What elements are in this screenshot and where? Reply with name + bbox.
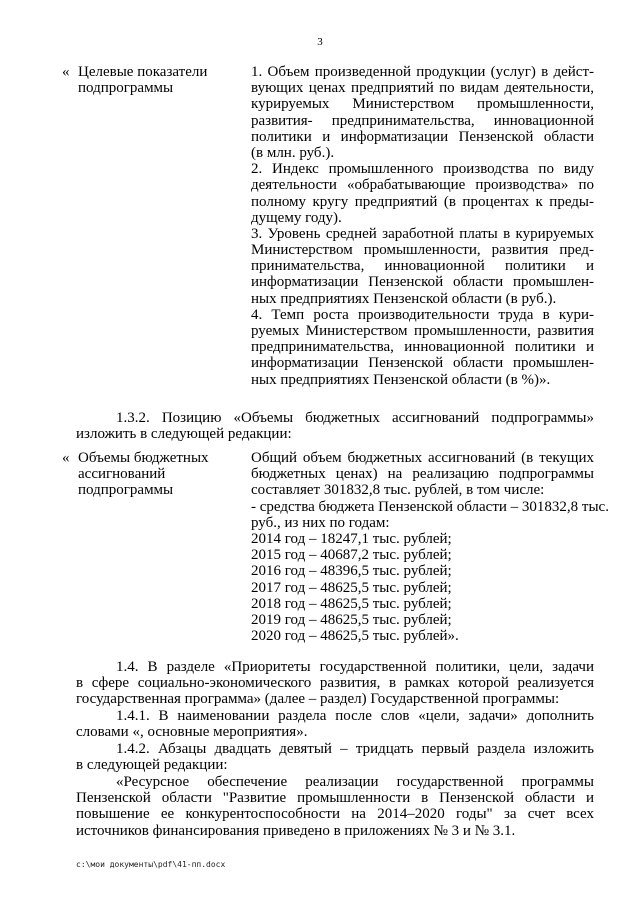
section2-value-line: 2019 год – 48625,5 тыс. рублей; bbox=[251, 611, 452, 628]
section2-label-line: подпрограммы bbox=[78, 482, 174, 499]
section1-value-line: информатизации Пензенской области промышлен- bbox=[251, 355, 594, 372]
section2-value-line: руб., из них по годам: bbox=[251, 514, 390, 531]
paragraph-1-4-1 bbox=[76, 708, 594, 740]
paragraph-line: повышение ее конкурентоспособности на 2014–2020 годы" за счет всех bbox=[76, 806, 594, 823]
paragraph-line: 1.4.2. Абзацы двадцать девятый – тридцать первый раздела изложить bbox=[116, 741, 594, 757]
section1-value-line: полному кругу предприятий (в процентах к преды- bbox=[251, 193, 594, 210]
section2-value-line: 2014 год – 18247,1 тыс. рублей; bbox=[251, 530, 452, 547]
section2-label-line: ассигнований bbox=[78, 466, 166, 483]
section2-label bbox=[78, 450, 209, 499]
section2-value-line: Общий объем бюджетных ассигнований (в текущих bbox=[251, 450, 594, 466]
paragraph-line: государственная программа» (далее – раздел) Государственной программы: bbox=[76, 691, 560, 708]
section1-value-line: (в млн. руб.). bbox=[251, 144, 335, 161]
paragraph-line: в следующей редакции: bbox=[76, 757, 228, 774]
paragraph-line: «Ресурсное обеспечение реализации государственной программы bbox=[116, 774, 594, 790]
paragraph-1-4 bbox=[76, 659, 594, 708]
section1-value-line: принимательства, инновационной политики и bbox=[251, 258, 594, 275]
section2-value-line: 2015 год – 40687,2 тыс. рублей; bbox=[251, 547, 452, 564]
paragraph-line: изложить в следующей редакции: bbox=[76, 426, 292, 443]
section2-value-line: 2017 год – 48625,5 тыс. рублей; bbox=[251, 579, 452, 596]
section1-value-line: развития- предпринимательства, инновационной bbox=[251, 112, 594, 129]
paragraph-1-4-2 bbox=[76, 741, 594, 773]
section1-label-line: подпрограммы bbox=[78, 80, 174, 97]
paragraph-line: словами «, основные мероприятия». bbox=[76, 724, 308, 741]
section2-value-line: бюджетных ценах) на реализацию подпрограммы bbox=[251, 466, 594, 483]
section1-value-line: деятельности «обрабатывающие производства» по bbox=[251, 177, 594, 194]
paragraph-line: 1.4. В разделе «Приоритеты государственной политики, цели, задачи bbox=[116, 659, 594, 675]
paragraph-1-3-2 bbox=[76, 410, 594, 442]
section1-value-line: ных предприятиях Пензенской области (в руб.). bbox=[251, 290, 557, 307]
paragraph-line: в сфере социально-экономического развития, в рамках которой реализуется bbox=[76, 675, 594, 692]
section2-value-line: составляет 301832,8 тыс. рублей, в том числе: bbox=[251, 482, 545, 499]
section1-value bbox=[251, 64, 594, 388]
section1-value-line: вующих ценах предприятий по видам деятельности, bbox=[251, 80, 594, 97]
paragraph-line: 1.4.1. В наименовании раздела после слов «цели, задачи» дополнить bbox=[116, 708, 594, 724]
section1-value-line: дущему году). bbox=[251, 209, 342, 226]
page-number: 3 bbox=[317, 36, 323, 48]
section2-label-line: Объемы бюджетных bbox=[78, 450, 209, 466]
section2-value bbox=[251, 450, 609, 645]
section1-value-line: руемых Министерством промышленности, развития bbox=[251, 323, 594, 339]
paragraph-line: 1.3.2. Позицию «Объемы бюджетных ассигнований подпрограммы» bbox=[116, 410, 594, 426]
section1-label-line: Целевые показатели bbox=[78, 64, 208, 80]
footer-file-path: c:\мои документы\pdf\41-пп.docx bbox=[76, 860, 226, 869]
paragraph-resource bbox=[76, 774, 594, 839]
paragraph-line: Пензенской области "Развитие промышленности в Пензенской области и bbox=[76, 790, 594, 807]
section2-value-line: 2018 год – 48625,5 тыс. рублей; bbox=[251, 595, 452, 612]
section2-quote-mark: « bbox=[62, 450, 70, 466]
section2-value-line: 2020 год – 48625,5 тыс. рублей». bbox=[251, 628, 459, 645]
section1-value-line: 3. Уровень средней заработной платы в курируемых bbox=[251, 225, 594, 242]
paragraph-line: источников финансирования приведено в приложениях № 3 и № 3.1. bbox=[76, 822, 516, 839]
section2-value-line: 2016 год – 48396,5 тыс. рублей; bbox=[251, 563, 452, 580]
section1-quote-mark: « bbox=[62, 64, 70, 80]
section1-value-line: политики и информатизации Пензенской области bbox=[251, 128, 594, 145]
section1-value-line: ных предприятиях Пензенской области (в %)». bbox=[251, 371, 551, 388]
section1-value-line: 1. Объем произведенной продукции (услуг) в дейст- bbox=[251, 64, 594, 80]
section1-value-line: Министерством промышленности, развития пред- bbox=[251, 242, 594, 259]
section1-value-line: 4. Темп роста производительности труда в кури- bbox=[251, 306, 594, 323]
section1-label bbox=[78, 64, 207, 96]
section1-value-line: информатизации Пензенской области промышлен- bbox=[251, 274, 594, 291]
section1-value-line: 2. Индекс промышленного производства по виду bbox=[251, 161, 594, 178]
section2-value-line: - средства бюджета Пензенской области – 301832,8 тыс. bbox=[251, 498, 609, 515]
section1-value-line: предпринимательства, инновационной политики и bbox=[251, 339, 594, 356]
section1-value-line: курируемых Министерством промышленности, bbox=[251, 96, 594, 113]
